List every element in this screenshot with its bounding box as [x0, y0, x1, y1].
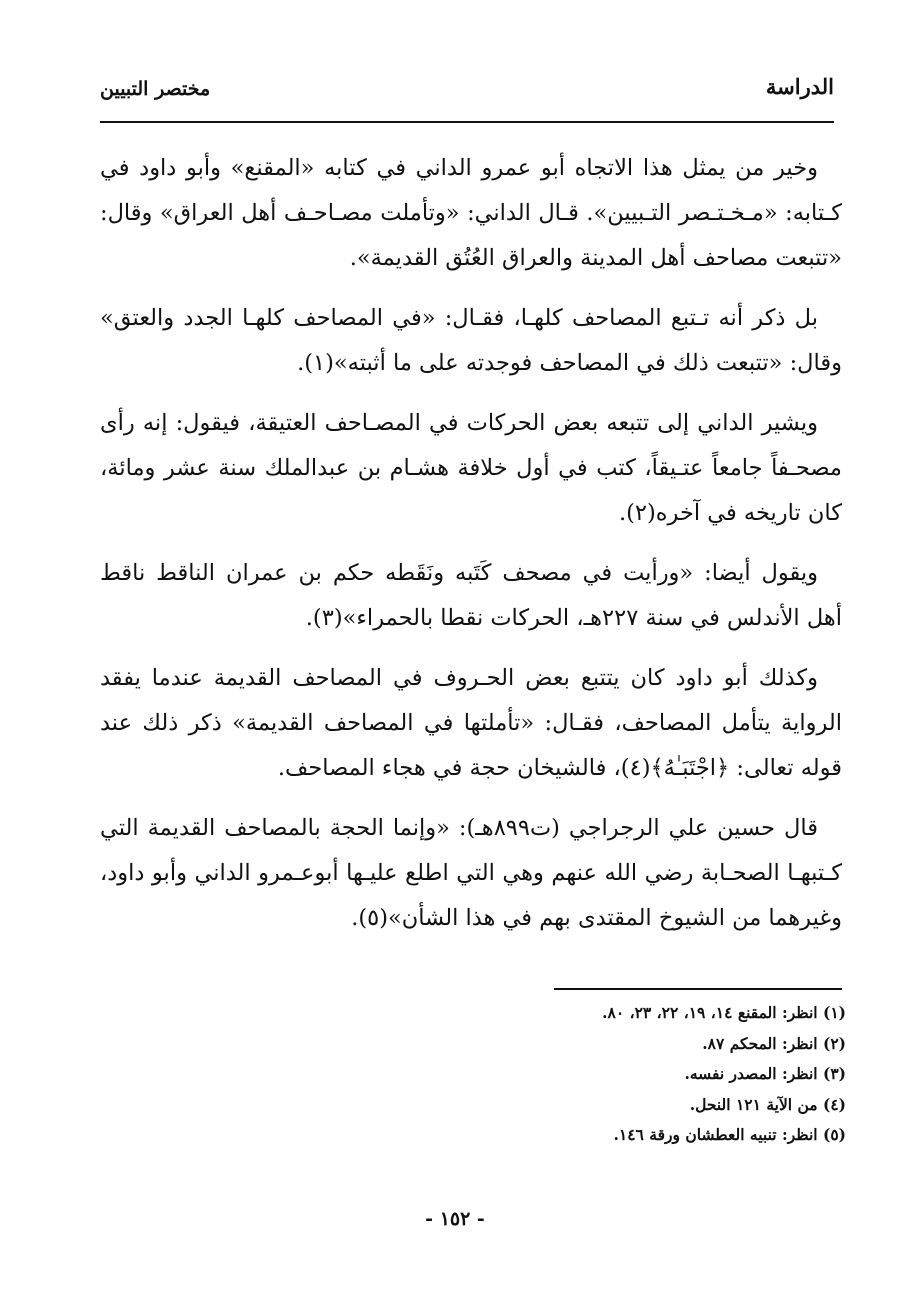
footnote-divider — [554, 988, 842, 990]
footnote: (٢) انظر: المحكم ٨٧. — [702, 1033, 846, 1053]
running-header — [100, 74, 834, 114]
section-title: الدراسة — [765, 74, 834, 99]
paragraph: بل ذكر أنه تـتبع المصاحف كلهـا، فقـال: «في المصاحف كلهـا الجدد والعتق» وقال: «تتبعت ذلك في المصاحف فوجدته على ما أثبته»(١). — [100, 305, 842, 376]
paragraph: وخير من يمثل هذا الاتجاه أبو عمرو الداني في كتابه «المقنع» وأبو داود في كـتابه: «مـخـتـصر التـبيين». قـال الداني: «وتأملت مصـاحـف أهل العراق» وقال: «تتبعت مصاحف أهل المدينة والعراق العُتُق القديمة». — [100, 155, 842, 271]
footnote: (١) انظر: المقنع ١٤، ١٩، ٢٢، ٢٣، ٨٠. — [602, 1003, 846, 1022]
header-divider — [100, 121, 834, 123]
paragraph: قال حسين علي الرجراجي (ت٨٩٩هـ): «وإنما الحجة بالمصاحف القديمة التي كـتبهـا الصحـابة رضي الله عنهم وهي التي اطلع عليـها أبوعـمرو الداني وأبو داود، وغيرهما من الشيوخ المقتدى بهم في هذا الشأن»(٥). — [100, 815, 842, 931]
paragraph: ويقول أيضا: «ورأيت في مصحف كَتَبه ونَقَطه حكم بن عمران الناقط ناقط أهل الأندلس في سنة ٢٢٧هـ، الحركات نقطا بالحمراء»(٣). — [100, 560, 842, 631]
paragraph: وكذلك أبو داود كان يتتبع بعض الحـروف في المصاحف القديمة عندما يفقد الرواية يتأمل المصاحف، فقـال: «تأملتها في المصاحف القديمة» ذكر ذلك عند قوله تعالى: ﴿اجْتَبَـٰهُ﴾(٤)، فالشيخان حجة في هجاء المصاحف. — [100, 665, 842, 781]
footnote: (٤) من الآية ١٢١ النحل. — [689, 1094, 846, 1114]
footnotes — [100, 998, 846, 1151]
paragraph: ويشير الداني إلى تتبعه بعض الحركات في المصـاحف العتيقة، فيقول: إنه رأى مصحـفاً جامعاً عتـيقاً، كتب في أول خلافة هشـام بن عبدالملك سنة عشر ومائة، كان تاريخه في آخره(٢). — [100, 410, 842, 526]
main-text — [100, 146, 842, 956]
footnote: (٥) انظر: تنبيه العطشان ورقة ١٤٦. — [613, 1125, 846, 1144]
page-number: - ١٥٢ - — [425, 1208, 485, 1230]
book-title: مختصر التبيين — [100, 78, 211, 100]
footnote: (٣) انظر: المصدر نفسه. — [684, 1064, 846, 1083]
